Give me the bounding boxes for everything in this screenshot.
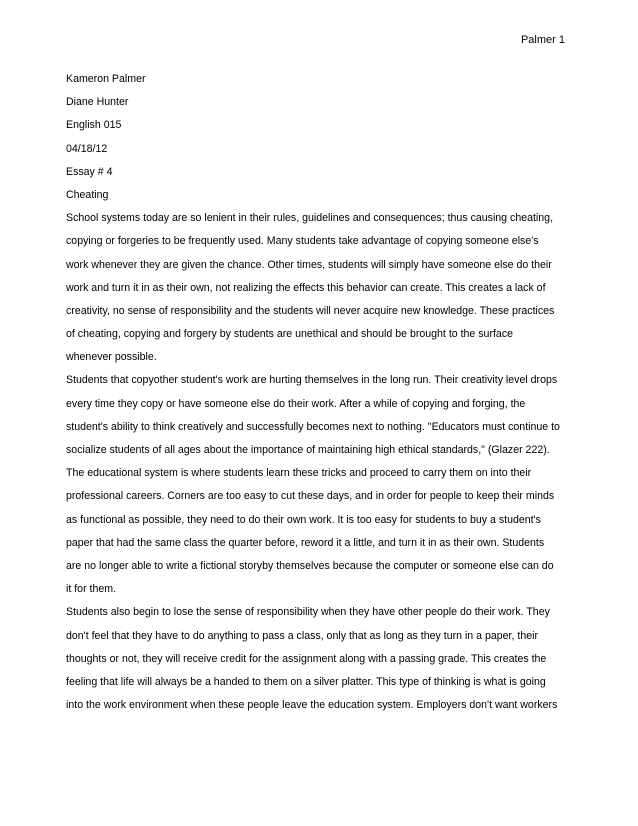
- text-line: The educational system is where students learn these tricks and proceed to carry them on into their: [66, 467, 532, 480]
- text-line: whenever possible.: [66, 351, 157, 364]
- author-name: Kameron Palmer: [66, 73, 146, 85]
- text-line: as functional as possible, they need to do their own work. It is too easy for students to buy a student's: [66, 513, 541, 526]
- text-line: thoughts or not, they will receive credit for the assignment along with a passing grade. This creates the: [66, 652, 547, 665]
- text-line: Students also begin to lose the sense of responsibility when they have other people do their work. They: [66, 606, 550, 619]
- text-line: work and turn it in as their own, not realizing the effects this behavior can create. This creates a lack of: [66, 281, 546, 294]
- page-header: Palmer 1: [520, 34, 565, 46]
- essay-title: Cheating: [66, 188, 109, 201]
- text-line: work whenever they are given the chance. Other times, students will simply have someone else do their: [66, 258, 552, 271]
- date: 04/18/12: [66, 142, 108, 155]
- instructor-name: Diane Hunter: [66, 96, 129, 109]
- text-line: don't feel that they have to do anything to pass a class, only that as long as they turn in a paper, their: [66, 629, 538, 642]
- text-line: paper that had the same class the quarter before, reword it a little, and turn it in as their own. Students: [66, 536, 545, 549]
- text-line: feeling that life will always be a handed to them on a silver platter. This type of thinking is what is going: [66, 675, 546, 688]
- text-line: into the work environment when these people leave the education system. Employers don't want workers: [66, 699, 558, 712]
- text-line: socialize students of all ages about the importance of maintaining high ethical standards," (Glazer 222).: [66, 444, 550, 456]
- text-line: professional careers. Corners are too easy to cut these days, and in order for people to keep their minds: [66, 490, 555, 503]
- text-line: copying or forgeries to be frequently used. Many students take advantage of copying someone else's: [66, 235, 539, 248]
- text-line: School systems today are so lenient in their rules, guidelines and consequences; thus causing cheating,: [66, 212, 554, 225]
- course-name: English 015: [66, 119, 122, 132]
- text-line: every time they copy or have someone else do their work. After a while of copying and forging, the: [66, 397, 526, 410]
- text-line: of cheating, copying and forgery by students are unethical and should be brought to the surface: [66, 328, 514, 341]
- essay-number: Essay # 4: [66, 165, 113, 178]
- document-body: [66, 68, 578, 717]
- text-line: creativity, no sense of responsibility and the students will never acquire new knowledge. These practices: [66, 304, 555, 317]
- text-line: student's ability to think creatively and successfully becomes next to nothing. "Educators must continue to: [66, 420, 560, 433]
- text-line: are no longer able to write a fictional storyby themselves because the computer or someone else can do: [66, 559, 554, 572]
- text-line: it for them.: [66, 583, 117, 596]
- text-line: Students that copyother student's work are hurting themselves in the long run. Their creativity level drops: [66, 374, 558, 387]
